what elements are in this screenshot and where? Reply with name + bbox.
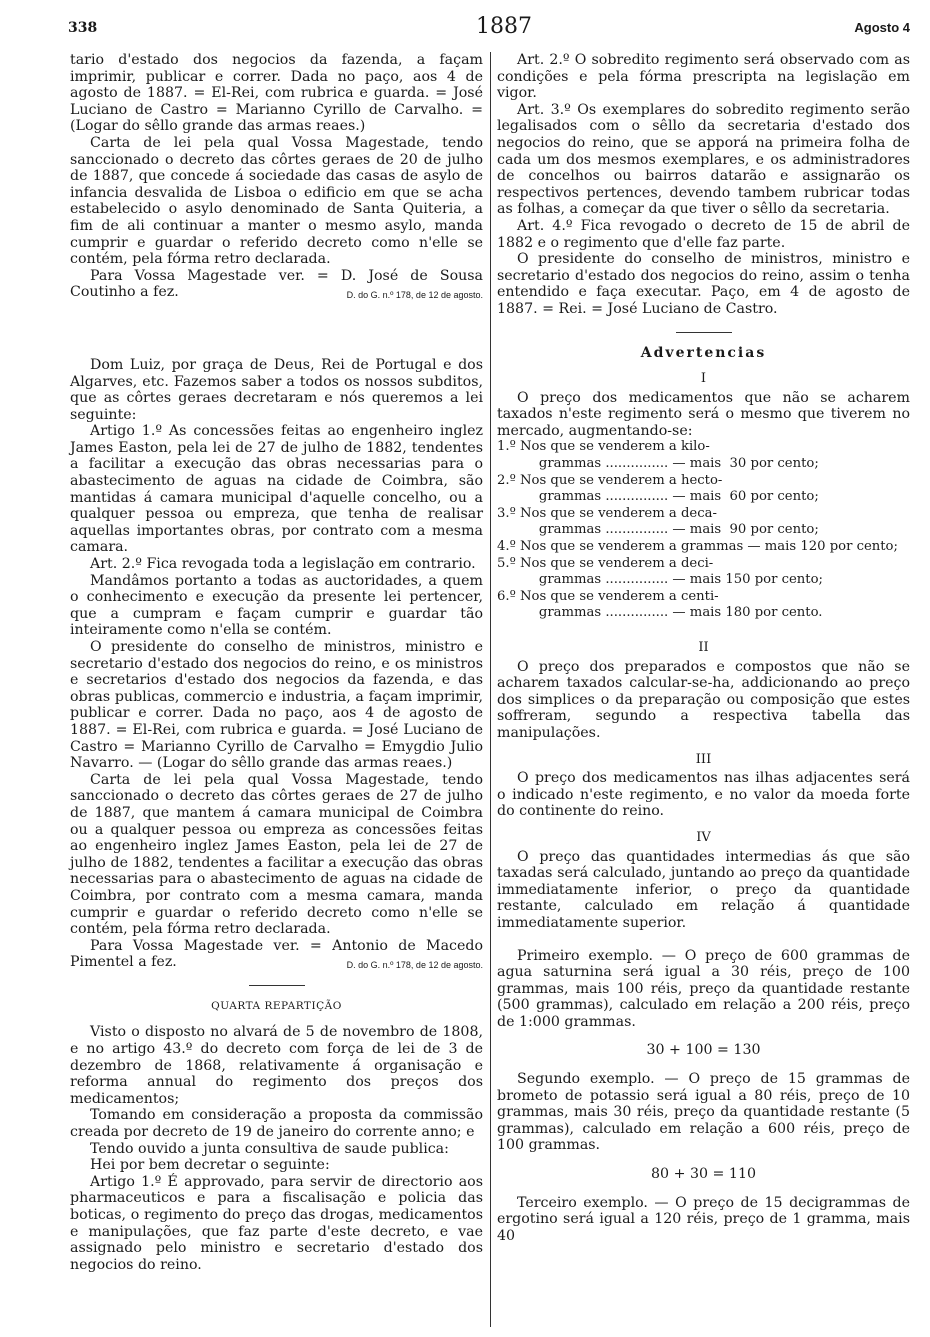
paragraph: Segundo exemplo. — O preço de 15 grammas de brometo de potassio será igual a 80 réis, preço de 10 grammas, mais 30 réis, preço da quantidade restante (5 grammas), calculado em relação a 600 réis, preço de 100 grammas.: [497, 1071, 910, 1154]
list-item: 2.º Nos que se venderem a hecto-: [497, 472, 723, 488]
paragraph: Mandâmos portanto a todas as auctoridades, a quem o conhecimento e execução da presente lei pertencer, que a cumpram e façam cumprir e guardar tão inteiramente como n'ella se contém.: [70, 572, 483, 639]
paragraph: tario d'estado dos negocios da fazenda, a façam imprimir, publicar e correr. Dada no paço, aos 4 de agosto de 1887. = El-Rei, com rubrica e guarda. = José Luciano de Castro = Marianno Cyrillo de Carvalho. = (Logar do sêllo grande das armas reaes.): [70, 52, 483, 135]
list-item: grammas ............... — mais 90 por cento;: [497, 522, 819, 538]
separator-rule: [249, 985, 305, 986]
roman-numeral: II: [698, 640, 709, 655]
equation: 80 + 30 = 110: [651, 1166, 756, 1183]
paragraph: Art. 2.º O sobredito regimento será observado com as condições e pela fórma prescripta na legislação em vigor.: [497, 52, 910, 102]
paragraph: Artigo 1.º As concessões feitas ao engenheiro inglez James Easton, pela lei de 27 de julho de 1882, tendentes a facilitar a execução das obras necessarias para o abastecimento de aguas na cidade de Coimbra, são mantidas á camara municipal d'aquelle concelho, ou a qualquer pessoa ou empreza, que tenha de realisar aquellas importantes obras, por contrato com a mesma camara.: [70, 423, 483, 556]
paragraph: Carta de lei pela qual Vossa Magestade, tendo sanccionado o decreto das côrtes geraes de 20 de julho de 1887, que concede á sociedade das casas de asylo de infancia desvalida de Lisboa o edificio em que se acha estabelecido o asylo denominado de Santa Quiteria, a fim de ali continuar a manter o mesmo asylo, manda cumprir e guardar o referido decreto como n'elle se contém, pela fórma retro declarada.: [70, 134, 483, 268]
source-note: D. do G. n.º 178, de 12 de agosto.: [346, 290, 483, 301]
roman-numeral: I: [700, 371, 707, 387]
page-year: 1887: [476, 14, 532, 39]
paragraph: Art. 4.º Fica revogado o decreto de 15 de abril de 1882 e o regimento que d'elle faz parte.: [497, 217, 910, 251]
page-header: [68, 14, 910, 44]
right-column: [497, 52, 910, 1244]
paragraph: Visto o disposto no alvará de 5 de novembro de 1808, e no artigo 43.º do decreto com força de lei de 3 de dezembro de 1868, relativamente á organisação e reforma annual do regimento dos preços dos medicamentos;: [70, 1024, 483, 1107]
separator-rule: [676, 332, 732, 333]
list-item: 4.º Nos que se venderem a grammas — mais 120 por cento;: [497, 539, 898, 555]
paragraph: Primeiro exemplo. — O preço de 600 grammas de agua saturnina será igual a 30 réis, preço de 100 grammas, mais 100 réis, preço da quantidade restante (500 grammas), calculado em relação a 200 réis, preço de 1:000 grammas.: [497, 947, 910, 1030]
paragraph: Tendo ouvido a junta consultiva de saude publica:: [90, 1140, 449, 1157]
paragraph: O preço das quantidades intermedias ás que são taxadas será calculado, juntando ao preço da quantidade immediatamente inferior, o preço da quantidade restante, calculado em relação á quantidade immediatamente superior.: [497, 848, 910, 931]
paragraph: Dom Luiz, por graça de Deus, Rei de Portugal e dos Algarves, etc. Fazemos saber a todos os nossos subditos, que as côrtes geraes decretaram e nós queremos a lei seguinte:: [70, 356, 483, 423]
paragraph: Tomando em consideração a proposta da commissão creada por decreto de 19 de janeiro do corrente anno; e: [70, 1107, 483, 1141]
column-divider: [490, 52, 491, 1327]
paragraph: Artigo 1.º É approvado, para servir de directorio aos pharmaceuticos e para a fiscalisação e policia das boticas, o regimento do preço das drogas, medicamentos e manipulações, que faz parte d'este decreto, e vae assignado pelo ministro e secretario d'estado dos negocios do reino.: [70, 1173, 483, 1273]
roman-numeral: III: [695, 751, 712, 767]
paragraph: Carta de lei pela qual Vossa Magestade, tendo sanccionado o decreto das côrtes geraes de 27 de julho de 1887, que mantem á camara municipal de Coimbra ou a qualquer pessoa ou empreza as concessões feitas ao engenheiro inglez James Easton, pela lei de 27 de julho de 1882, tendentes a facilitar a execução das obras necessarias para o abastecimento de aguas na cidade de Coimbra, por contrato com a mesma camara, manda cumprir e guardar o referido decreto como n'elle se contém, pela fórma retro declarada.: [70, 771, 483, 938]
equation: 30 + 100 = 130: [646, 1042, 761, 1059]
paragraph: Art. 3.º Os exemplares do sobredito regimento serão legalisados com o sêllo da secretaria d'estado dos negocios do reino, que se apporá na primeira folha de cada um dos mesmos exemplares, e os administradores de concelhos ou bairros datarão e assignarão os respectivos pertences, devendo tambem rubricar todas as folhas, a começar da que tiver o sêllo da secretaria.: [497, 101, 910, 218]
paragraph: Art. 2.º Fica revogada toda a legislação em contrario.: [90, 556, 476, 573]
left-column: [70, 52, 483, 1273]
paragraph: [70, 268, 483, 301]
signature-line: Para Vossa Magestade ver. = Antonio de Macedo Pimentel a fez.: [70, 937, 483, 971]
list-item: grammas ............... — mais 30 por cento;: [497, 456, 819, 472]
paragraph: O preço dos medicamentos que não se acharem taxados n'este regimento será o mesmo que tiverem no mercado, augmentando-se:: [497, 389, 910, 439]
list-item: grammas ............... — mais 180 por cento.: [497, 605, 823, 621]
list-item: 3.º Nos que se venderem a deca-: [497, 505, 717, 521]
paragraph: O presidente do conselho de ministros, ministro e secretario d'estado dos negocios do reino, e os ministros e secretarios d'estado dos negocios da fazenda, e das obras publicas, commercio e industria, a façam imprimir, publicar e correr. Dada no paço, aos 4 de agosto de 1887. = El-Rei, com rubrica e guarda. = José Luciano de Castro = Marianno Cyrillo de Carvalho = Emygdio Julio Navarro. — (Logar do sêllo grande das armas reaes.): [70, 639, 483, 772]
list-item: grammas ............... — mais 60 por cento;: [497, 489, 819, 505]
page-date: Agosto 4: [854, 20, 910, 35]
paragraph: O preço dos preparados e compostos que não se acharem taxados calcular-se-ha, addicionando ao preço dos simplices o da preparação ou composição que estes soffreram, segundo a respectiva tabella das manipulações.: [497, 658, 910, 741]
signature-line: Para Vossa Magestade ver. = D. José de Sousa Coutinho a fez.: [70, 267, 483, 301]
source-note: D. do G. n.º 178, de 12 de agosto.: [346, 960, 483, 971]
list-item: 6.º Nos que se venderem a centi-: [497, 588, 719, 604]
page-number: 338: [68, 20, 98, 36]
paragraph: O presidente do conselho de ministros, ministro e secretario d'estado dos negocios do reino, assim o tenha entendido e faça executar. Paço, em 4 de agosto de 1887. = Rei. = José Luciano de Castro.: [497, 251, 910, 317]
section-title: Advertencias: [640, 344, 767, 361]
paragraph: Terceiro exemplo. — O preço de 15 decigrammas de ergotino será igual a 120 réis, preço de 1 gramma, mais 40: [497, 1194, 910, 1244]
roman-numeral: IV: [696, 829, 711, 845]
list-item: 1.º Nos que se venderem a kilo-: [497, 439, 710, 455]
paragraph: Hei por bem decretar o seguinte:: [90, 1157, 330, 1174]
price-list: [497, 439, 910, 622]
paragraph: O preço dos medicamentos nas ilhas adjacentes será o indicado n'este regimento, e no valor da moeda forte do continente do reino.: [497, 770, 910, 820]
list-item: grammas ............... — mais 150 por cento;: [497, 572, 823, 588]
list-item: 5.º Nos que se venderem a deci-: [497, 555, 714, 571]
section-heading: QUARTA REPARTIÇÃO: [211, 999, 342, 1012]
paragraph: [70, 938, 483, 971]
